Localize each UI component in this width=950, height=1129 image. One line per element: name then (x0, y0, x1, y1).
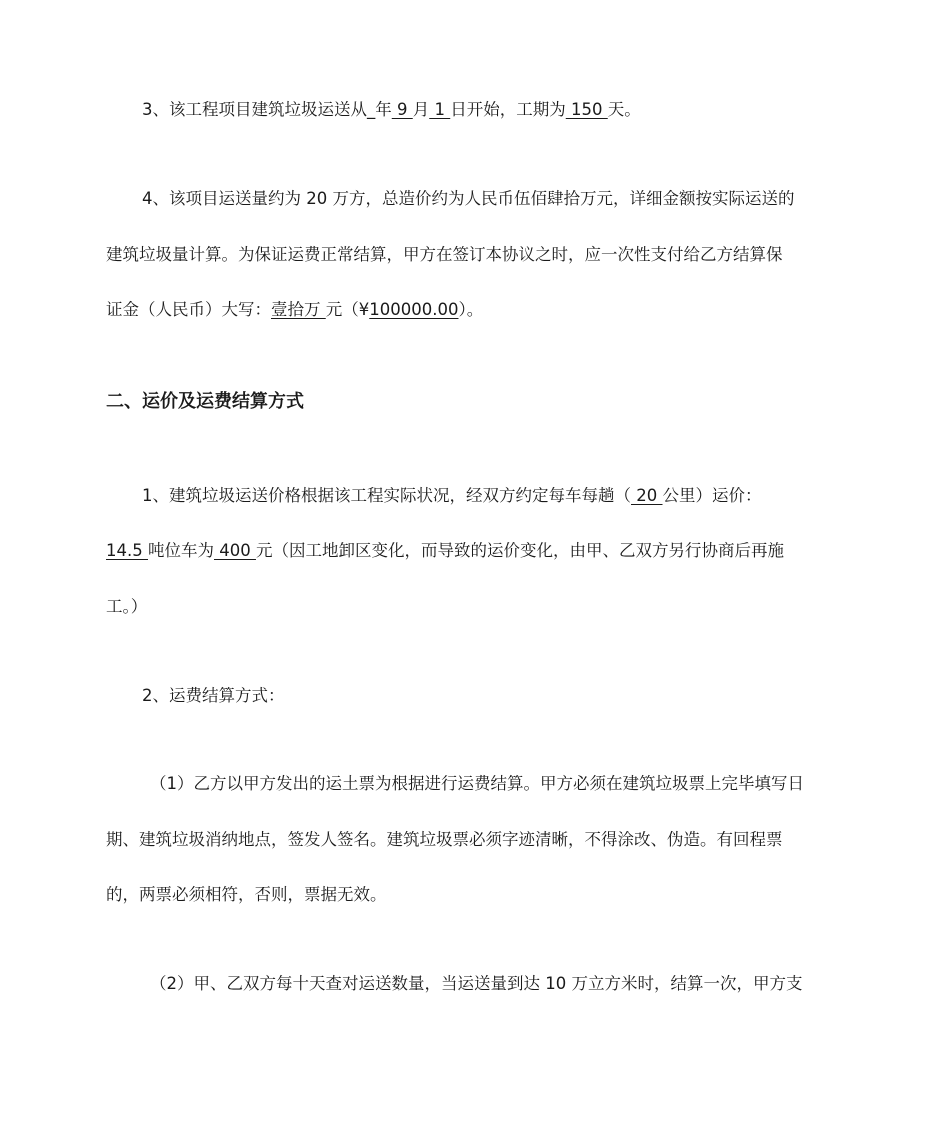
deposit-amount-number: 100000.00 (369, 300, 459, 319)
clause-4-line-3: 证金（人民币）大写：壹拾万 元（¥100000.00）。 (106, 300, 484, 319)
clause-3-line: 3、该工程项目建筑垃圾运送从_年 9 月 1 日开始，工期为 150 天。 (142, 100, 641, 119)
settlement-item-1-line-3: 的，两票必须相符，否则，票据无效。 (106, 885, 387, 904)
section-2-heading: 二、运价及运费结算方式 (106, 391, 304, 412)
trip-price: 400 (213, 541, 256, 560)
duration-days: 150 (565, 100, 608, 119)
deposit-amount-words: 壹拾万 (271, 300, 326, 319)
section-2-clause-1-line-2: 14.5 吨位车为 400 元（因工地卸区变化，而导致的运价变化，由甲、乙双方另行协商后再施 (106, 541, 784, 560)
truck-tonnage: 14.5 (106, 541, 148, 560)
settlement-item-1-line-1: （1）乙方以甲方发出的运土票为根据进行运费结算。甲方必须在建筑垃圾票上完毕填写日 (150, 774, 804, 793)
clause-4-line-2: 建筑垃圾量计算。为保证运费正常结算，甲方在签订本协议之时，应一次性支付给乙方结算保 (106, 245, 783, 264)
clause-4-line-1: 4、该项目运送量约为 20 万方，总造价约为人民币伍佰肆拾万元，详细金额按实际运送的 (142, 189, 795, 208)
settlement-item-1-line-2: 期、建筑垃圾消纳地点，签发人签名。建筑垃圾票必须字迹清晰，不得涂改、伪造。有回程票 (106, 830, 783, 849)
section-2-clause-2: 2、运费结算方式： (142, 686, 285, 705)
section-2-clause-1-line-3: 工。） (106, 597, 148, 616)
start-month: 9 (391, 100, 413, 119)
start-day: 1 (429, 100, 451, 119)
distance-km: 20 (631, 486, 663, 505)
settlement-item-2-line-1: （2）甲、乙双方每十天查对运送数量，当运送量到达 10 万立方米时，结算一次，甲方支 (150, 974, 803, 993)
section-2-clause-1-line-1: 1、建筑垃圾运送价格根据该工程实际状况，经双方约定每车每趟（ 20 公里）运价： (142, 486, 762, 505)
